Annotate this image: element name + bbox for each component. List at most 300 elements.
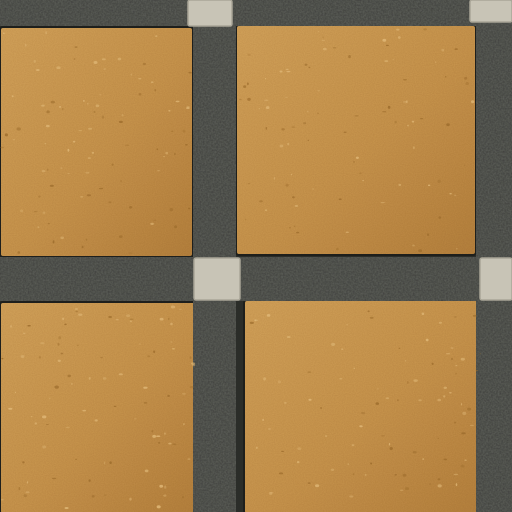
speckle [422, 313, 425, 316]
speckle [10, 325, 11, 328]
speckle [95, 419, 98, 421]
speckle [317, 113, 318, 114]
speckle [406, 100, 408, 103]
speckle [427, 234, 429, 236]
speckle [164, 432, 165, 434]
speckle [297, 461, 300, 463]
speckle [398, 36, 401, 39]
speckle [66, 427, 70, 428]
speckle [165, 152, 168, 155]
speckle [176, 101, 180, 103]
speckle [444, 459, 448, 461]
speckle [303, 122, 306, 124]
speckle [247, 98, 251, 101]
speckle [386, 397, 390, 399]
speckle [256, 447, 258, 449]
speckle [307, 111, 309, 113]
speckle [265, 209, 267, 211]
speckle [352, 444, 355, 446]
speckle [407, 125, 408, 127]
speckle [287, 336, 291, 338]
speckle [296, 232, 299, 234]
speckle [190, 356, 192, 359]
speckle [331, 469, 335, 471]
speckle [152, 435, 156, 438]
speckle [454, 422, 456, 424]
speckle [333, 47, 336, 48]
speckle [396, 29, 399, 31]
speckle [182, 496, 184, 498]
speckle [412, 121, 414, 123]
speckle [386, 45, 389, 46]
speckle [464, 77, 467, 80]
speckle [422, 458, 424, 459]
speckle [438, 478, 441, 480]
speckle [18, 251, 21, 254]
speckle [286, 184, 289, 187]
speckle [158, 442, 160, 444]
speckle [143, 387, 147, 389]
speckle [361, 412, 365, 413]
speckle [250, 322, 254, 324]
speckle [171, 306, 175, 309]
speckle [59, 106, 61, 108]
speckle [467, 408, 471, 411]
speckle [153, 350, 155, 353]
speckle [86, 239, 88, 241]
speckle [289, 227, 291, 228]
speckle [438, 438, 439, 439]
speckle [0, 147, 4, 149]
speckle [13, 139, 16, 140]
speckle [129, 498, 131, 501]
speckle [322, 40, 326, 41]
speckle [420, 118, 423, 119]
speckle [473, 315, 477, 317]
speckle [160, 318, 164, 321]
speckle [3, 33, 5, 35]
speckle [23, 333, 26, 334]
speckle [449, 193, 452, 194]
speckle [33, 60, 36, 63]
speckle [308, 140, 309, 141]
speckle [395, 474, 397, 476]
speckle [25, 44, 27, 47]
speckle [428, 185, 431, 187]
speckle [116, 319, 119, 320]
speckle [456, 483, 458, 486]
speckle [168, 110, 170, 112]
speckle [151, 430, 153, 432]
speckle [188, 208, 190, 210]
speckle [393, 59, 394, 61]
speckle [99, 188, 103, 189]
speckle [441, 49, 444, 52]
speckle [75, 459, 77, 460]
speckle [171, 131, 173, 133]
speckle [287, 143, 289, 146]
speckle [308, 67, 310, 68]
speckle [1, 499, 4, 501]
speckle [264, 100, 268, 101]
speckle [183, 423, 185, 425]
speckle [83, 100, 85, 102]
speckle [40, 342, 44, 344]
speckle [461, 432, 465, 434]
speckle [145, 470, 149, 473]
speckle [381, 435, 384, 436]
speckle [61, 167, 63, 169]
speckle [455, 373, 456, 375]
speckle [67, 173, 69, 174]
speckle [388, 106, 391, 109]
tile-bottom-right [244, 300, 484, 512]
speckle [365, 474, 367, 476]
strip-middle-horizontal [0, 257, 512, 301]
speckle [423, 28, 427, 30]
speckle [320, 407, 322, 409]
speckle [46, 125, 50, 127]
speckle [27, 325, 30, 327]
speckle [131, 73, 132, 76]
speckle [157, 148, 159, 150]
speckle [339, 378, 342, 379]
speckle [34, 211, 38, 212]
speckle [51, 101, 55, 104]
speckle [239, 99, 242, 101]
speckle [151, 82, 154, 83]
speckle [104, 495, 107, 496]
speckle [325, 435, 327, 437]
speckle [398, 184, 401, 186]
speckle [27, 481, 28, 483]
speckle [71, 383, 72, 385]
speckle [456, 248, 458, 249]
speckle [108, 201, 111, 203]
corner-insert-right [480, 258, 512, 300]
speckle [426, 339, 429, 342]
speckle [339, 198, 342, 200]
speckle [295, 205, 298, 206]
speckle [286, 71, 290, 72]
speckle [292, 196, 295, 198]
speckle [438, 484, 442, 487]
speckle [188, 458, 191, 460]
speckle [439, 216, 442, 218]
speckle [89, 479, 91, 482]
speckle [308, 399, 311, 401]
speckle [308, 482, 311, 484]
speckle [454, 316, 456, 317]
speckle [128, 253, 132, 254]
speckle [187, 106, 190, 108]
tile-top-right [236, 25, 476, 255]
speckle [92, 152, 94, 154]
speckle [120, 180, 122, 183]
speckle [87, 194, 91, 196]
speckle [438, 180, 441, 183]
speckle [167, 395, 170, 397]
speckle [12, 95, 14, 97]
speckle [73, 141, 75, 143]
speckle [356, 157, 359, 159]
speckle [147, 355, 150, 357]
speckle [53, 240, 55, 243]
speckle [20, 210, 23, 213]
speckle [154, 89, 156, 91]
speckle [263, 377, 266, 380]
speckle [418, 249, 422, 252]
speckle [285, 97, 288, 98]
speckle [243, 85, 246, 88]
speckle [413, 379, 417, 382]
speckle [52, 478, 56, 479]
speckle [103, 68, 106, 69]
speckle [432, 363, 434, 365]
speckle [439, 322, 442, 324]
speckle [46, 31, 47, 34]
speckle [168, 318, 169, 321]
speckle [174, 225, 177, 228]
speckle [262, 419, 264, 421]
speckle [119, 121, 123, 123]
speckle [279, 472, 283, 474]
speckle [413, 146, 414, 149]
speckle [403, 79, 407, 80]
speckle [80, 196, 83, 197]
speckle [157, 505, 161, 508]
speckle [78, 130, 82, 131]
speckle [395, 121, 397, 124]
speckle [323, 48, 327, 50]
speckle [100, 357, 103, 358]
speckle [312, 189, 314, 190]
speckle [349, 495, 353, 497]
speckle [163, 495, 166, 497]
speckle [62, 108, 64, 111]
speckle [19, 487, 21, 490]
speckle [154, 220, 156, 221]
speckle [93, 111, 95, 113]
speckle [405, 360, 407, 362]
speckle [108, 316, 112, 318]
speckle [102, 116, 104, 119]
speckle [247, 54, 250, 55]
speckle [58, 343, 60, 346]
speckle [122, 114, 124, 116]
speckle [102, 58, 106, 60]
speckle [451, 358, 453, 361]
speckle [118, 58, 122, 61]
speckle [48, 223, 50, 224]
speckle [87, 103, 89, 104]
speckle [291, 174, 292, 176]
speckle [471, 100, 474, 103]
speckle [159, 485, 163, 488]
speckle [245, 219, 246, 221]
speckle [143, 63, 146, 65]
speckle [45, 143, 47, 145]
speckle [248, 183, 251, 184]
speckle [266, 127, 268, 130]
speckle [259, 200, 263, 202]
speckle [370, 317, 374, 319]
speckle [341, 349, 343, 350]
speckle [268, 428, 271, 430]
speckle [449, 392, 452, 394]
speckle [318, 31, 319, 32]
speckle [24, 494, 28, 497]
speckle [188, 72, 191, 74]
speckle [354, 368, 355, 369]
speckle [47, 169, 49, 171]
speckle [67, 375, 71, 378]
speckle [456, 365, 458, 366]
speckle [88, 128, 92, 130]
speckle [376, 402, 379, 405]
speckle [163, 156, 165, 157]
speckle [280, 71, 283, 73]
speckle [129, 206, 132, 209]
speckle [446, 353, 450, 354]
speckle [130, 320, 132, 322]
speckle [418, 399, 421, 401]
speckle [331, 343, 335, 346]
speckle [58, 360, 61, 362]
speckle [362, 180, 364, 181]
speckle [389, 443, 390, 446]
speckle [348, 463, 349, 465]
speckle [192, 364, 195, 366]
speckle [157, 170, 160, 171]
speckle [168, 443, 171, 445]
speckle [479, 353, 480, 354]
speckle [182, 393, 186, 394]
speckle [139, 343, 140, 345]
speckle [336, 248, 339, 250]
speckle [49, 398, 51, 400]
speckle [462, 412, 466, 415]
speckle [292, 126, 296, 128]
speckle [359, 425, 362, 427]
speckle [77, 345, 78, 347]
speckle [78, 314, 82, 316]
speckle [60, 237, 64, 240]
speckle [403, 474, 407, 477]
speckle [297, 447, 301, 450]
speckle [405, 487, 409, 490]
speckle [164, 486, 166, 489]
speckle [1, 358, 3, 359]
speckle [183, 130, 186, 133]
speckle [61, 353, 64, 355]
speckle [172, 444, 176, 445]
speckle [85, 172, 89, 174]
speckle [38, 196, 40, 198]
speckle [444, 387, 447, 389]
speckle [119, 373, 123, 375]
speckle [130, 319, 134, 321]
speckle [65, 507, 69, 509]
speckle [377, 388, 379, 389]
speckle [150, 223, 154, 225]
speckle [42, 446, 46, 449]
speckle [112, 164, 114, 166]
speckle [451, 347, 454, 349]
speckle [46, 110, 49, 113]
speckle [75, 308, 78, 310]
speckle [103, 377, 107, 380]
speckle [359, 173, 361, 174]
speckle [465, 82, 469, 85]
speckle [170, 323, 173, 326]
speckle [443, 395, 445, 397]
speckle [170, 342, 172, 343]
speckle [470, 425, 474, 426]
speckle [344, 132, 347, 133]
speckle [267, 314, 271, 317]
speckle [89, 377, 91, 380]
speckle [464, 460, 466, 461]
speckle [382, 111, 386, 112]
speckle [42, 415, 46, 418]
speckle [96, 104, 100, 107]
speckle [144, 402, 148, 403]
speckle [114, 406, 117, 407]
speckle [82, 246, 84, 249]
speckle [88, 157, 91, 158]
speckle [82, 410, 86, 412]
speckle [464, 165, 465, 166]
speckle [370, 463, 372, 465]
speckle [269, 492, 272, 495]
speckle [62, 318, 64, 321]
tile-bottom-left [0, 302, 197, 512]
speckle [461, 465, 465, 468]
speckle [274, 177, 275, 180]
speckle [139, 93, 142, 95]
speckle [55, 386, 59, 389]
speckle [461, 403, 462, 405]
speckle [58, 336, 61, 339]
corner-insert-center [194, 258, 240, 300]
speckle [346, 324, 348, 325]
speckle [317, 90, 320, 91]
speckle [68, 149, 70, 152]
speckle [437, 399, 441, 402]
speckle [315, 484, 319, 487]
speckle [455, 48, 458, 50]
speckle [94, 61, 98, 64]
speckle [125, 145, 129, 146]
speckle [92, 495, 95, 498]
speckle [138, 78, 141, 79]
speckle [265, 78, 266, 79]
speckle [476, 370, 478, 371]
speckle [294, 226, 295, 227]
speckle [266, 106, 270, 109]
speckle [104, 462, 105, 465]
speckle [247, 82, 249, 85]
speckle [461, 358, 465, 361]
speckle [26, 491, 30, 493]
speckle [353, 473, 355, 475]
speckle [281, 128, 284, 130]
speckle [286, 69, 289, 70]
speckle [22, 461, 24, 463]
speckle [348, 55, 351, 58]
speckle [172, 348, 175, 350]
